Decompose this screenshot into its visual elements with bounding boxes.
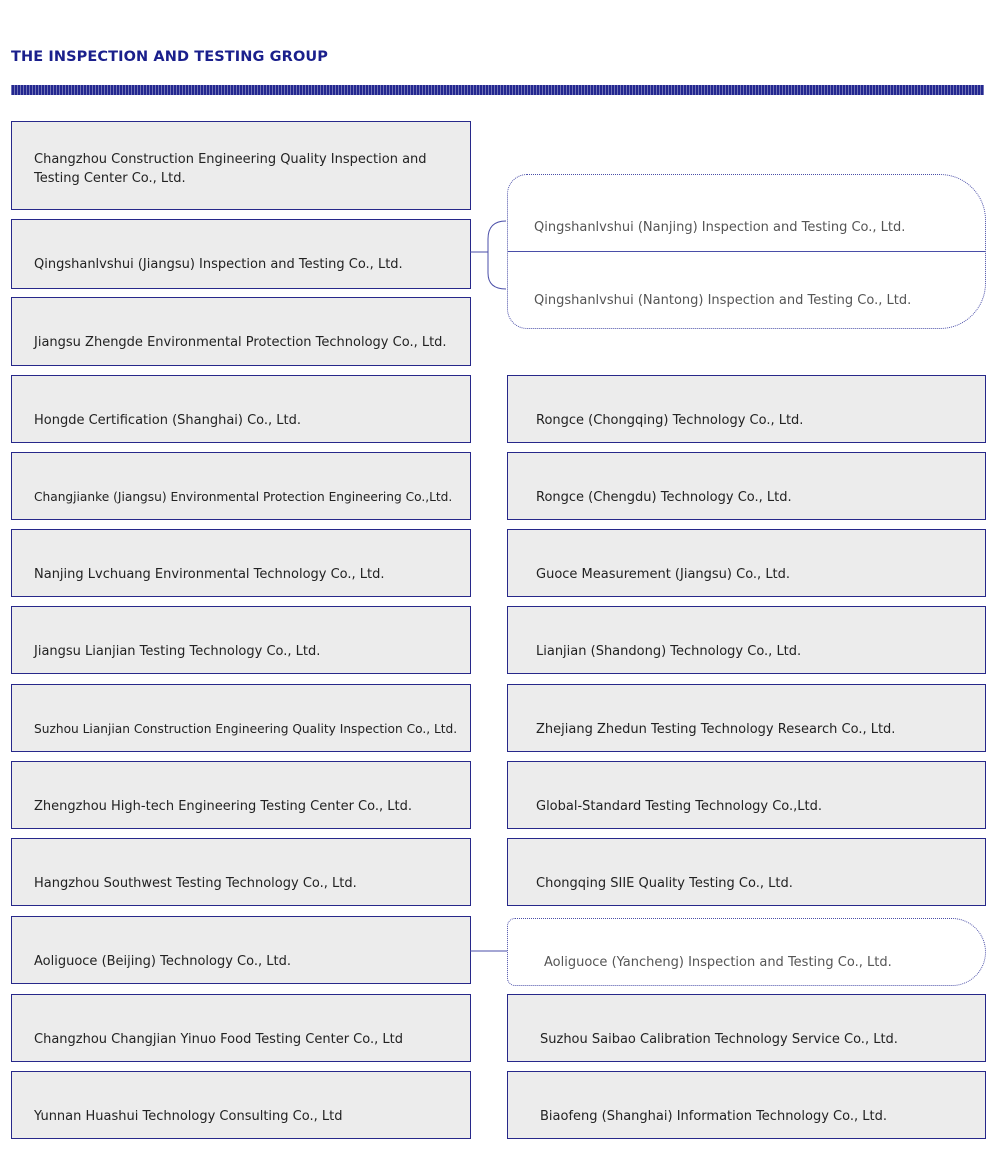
branch-connector — [470, 219, 510, 291]
subsidiary-divider — [508, 251, 985, 252]
company-name: Qingshanlvshui (Jiangsu) Inspection and Testing Co., Ltd. — [34, 257, 403, 272]
company-name: Zhejiang Zhedun Testing Technology Research Co., Ltd. — [536, 722, 896, 737]
company-box-left — [11, 121, 471, 210]
company-name: Rongce (Chongqing) Technology Co., Ltd. — [536, 413, 804, 428]
company-box-left — [11, 219, 471, 289]
company-box-left — [11, 452, 471, 520]
company-name: Hongde Certification (Shanghai) Co., Ltd. — [34, 413, 302, 428]
company-box-right — [507, 761, 986, 829]
company-box-left — [11, 529, 471, 597]
company-name: Aoliguoce (Beijing) Technology Co., Ltd. — [34, 954, 291, 969]
company-name: Suzhou Saibao Calibration Technology Service Co., Ltd. — [540, 1032, 898, 1047]
company-name: Rongce (Chengdu) Technology Co., Ltd. — [536, 490, 792, 505]
company-box-right — [507, 684, 986, 752]
company-name: Changzhou Changjian Yinuo Food Testing Center Co., Ltd — [34, 1032, 403, 1047]
title-divider — [11, 85, 984, 95]
company-box-right — [507, 838, 986, 906]
company-name: Hangzhou Southwest Testing Technology Co., Ltd. — [34, 876, 357, 891]
company-name: Chongqing SIIE Quality Testing Co., Ltd. — [536, 876, 793, 891]
company-name: Zhengzhou High-tech Engineering Testing Center Co., Ltd. — [34, 799, 412, 814]
company-box-left — [11, 297, 471, 366]
page-title: THE INSPECTION AND TESTING GROUP — [11, 49, 328, 65]
company-box-left — [11, 375, 471, 443]
company-box-right — [507, 529, 986, 597]
company-box-left — [11, 994, 471, 1062]
company-box-right — [507, 606, 986, 674]
company-box-left — [11, 684, 471, 752]
company-name: Lianjian (Shandong) Technology Co., Ltd. — [536, 644, 802, 659]
subsidiary-name: Qingshanlvshui (Nanjing) Inspection and Testing Co., Ltd. — [534, 220, 906, 235]
company-name: Global-Standard Testing Technology Co.,Ltd. — [536, 799, 823, 814]
company-name: Yunnan Huashui Technology Consulting Co., Ltd — [34, 1109, 343, 1124]
company-box-right — [507, 994, 986, 1062]
subsidiary-group-aoliguoce — [507, 918, 986, 986]
company-box-left — [11, 761, 471, 829]
company-name: Jiangsu Lianjian Testing Technology Co., Ltd. — [34, 644, 321, 659]
company-name: Biaofeng (Shanghai) Information Technology Co., Ltd. — [540, 1109, 887, 1124]
company-box-right — [507, 375, 986, 443]
subsidiary-name: Qingshanlvshui (Nantong) Inspection and Testing Co., Ltd. — [534, 293, 912, 308]
company-name: Changzhou Construction Engineering Quality Inspection and Testing Center Co., Ltd. — [34, 151, 427, 186]
company-box-left — [11, 838, 471, 906]
company-box-right — [507, 1071, 986, 1139]
company-box-right — [507, 452, 986, 520]
company-name: Suzhou Lianjian Construction Engineering Quality Inspection Co., Ltd. — [34, 722, 458, 736]
company-name: Changjianke (Jiangsu) Environmental Protection Engineering Co.,Ltd. — [34, 490, 453, 504]
company-name: Guoce Measurement (Jiangsu) Co., Ltd. — [536, 567, 791, 582]
company-name: Jiangsu Zhengde Environmental Protection Technology Co., Ltd. — [34, 335, 447, 350]
company-box-left — [11, 1071, 471, 1139]
subsidiary-name: Aoliguoce (Yancheng) Inspection and Testing Co., Ltd. — [544, 955, 892, 970]
company-box-left — [11, 606, 471, 674]
company-name: Nanjing Lvchuang Environmental Technology Co., Ltd. — [34, 567, 385, 582]
company-box-left — [11, 916, 471, 984]
subsidiary-group-qingshanlvshui — [507, 174, 986, 329]
branch-connector — [470, 945, 510, 957]
